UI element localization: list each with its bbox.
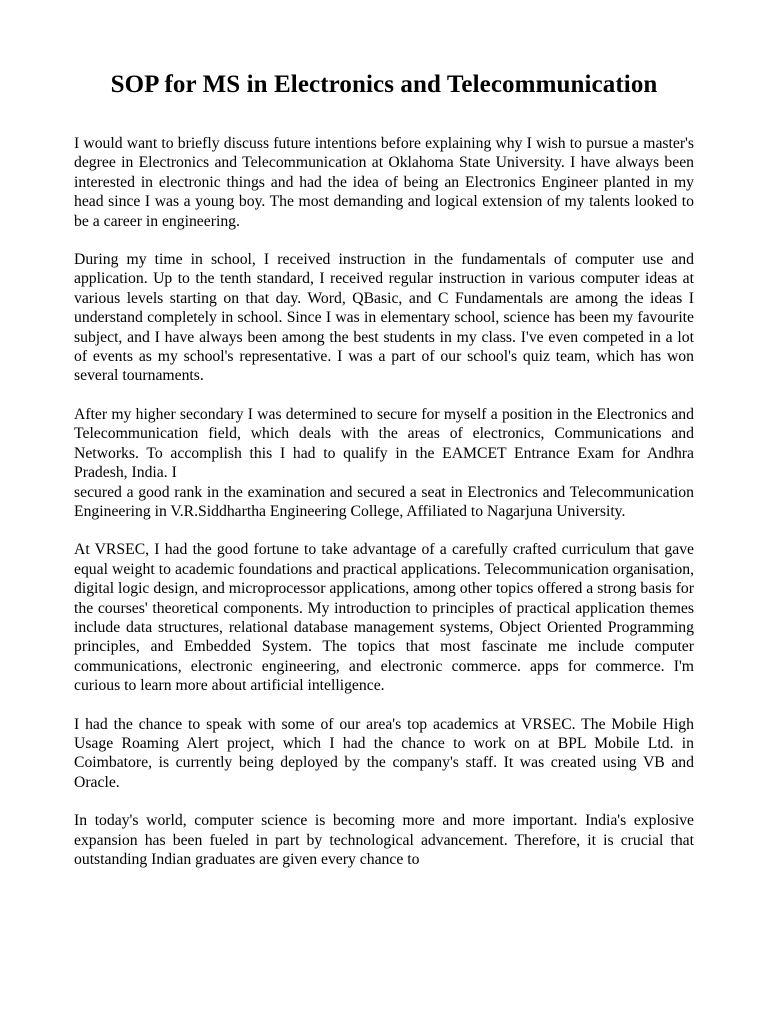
paragraph-higher-secondary: After my higher secondary I was determined to secure for myself a position in the Electronics and Telecommunication field, which deals with the areas of electronics, Communications and Networks. To accomplish this I had to qualify in the EAMCET Entrance Exam for Andhra Pradesh, India. I — [74, 405, 694, 482]
paragraph-conclusion: In today's world, computer science is becoming more and more important. India's explosive expansion has been fueled in part by technological advancement. Therefore, it is crucial that outstanding Indian graduates are given every chance to — [74, 812, 694, 868]
paragraph-intro: I would want to briefly discuss future intentions before explaining why I wish to pursue a master's degree in Electronics and Telecommunication at Oklahoma State University. I have always been interested in electronic things and had the idea of being an Electronics Engineer planted in my head since I was a young boy. The most demanding and logical extension of my talents looked to be a career in engineering. — [74, 135, 694, 230]
paragraph-college-admission: secured a good rank in the examination and secured a seat in Electronics and Telecommunication Engineering in V.R.Siddhartha Engineering College, Affiliated to Nagarjuna University. — [74, 483, 694, 520]
paragraph-vrsec-curriculum: At VRSEC, I had the good fortune to take advantage of a carefully crafted curriculum that gave equal weight to academic foundations and practical applications. Telecommunication organisation, digital logic design, and microprocessor applications, among other topics offered a strong basis for the courses' theoretical components. My introduction to principles of practical application themes include data structures, relational database management systems, Object Oriented Programming principles, and Embedded System. The topics that most fascinate me include computer communications, electronic engineering, and electronic commerce. apps for commerce. I'm curious to learn more about artificial intelligence. — [74, 541, 694, 695]
paragraph-school: During my time in school, I received instruction in the fundamentals of computer use and application. Up to the tenth standard, I received regular instruction in various computer ideas at various levels starting on that day. Word, QBasic, and C Fundamentals are among the ideas I understand completely in school. Since I was in elementary school, science has been my favourite subject, and I have always been among the best students in my class. I've even competed in a lot of events as my school's representative. I was a part of our school's quiz team, which has won several tournaments. — [74, 251, 694, 385]
document-body — [74, 134, 694, 888]
paragraph-project: I had the chance to speak with some of our area's top academics at VRSEC. The Mobile High Usage Roaming Alert project, which I had the chance to work on at BPL Mobile Ltd. in Coimbatore, is currently being deployed by the company's staff. It was created using VB and Oracle. — [74, 715, 694, 791]
document-title: SOP for MS in Electronics and Telecommunication — [110, 71, 658, 98]
